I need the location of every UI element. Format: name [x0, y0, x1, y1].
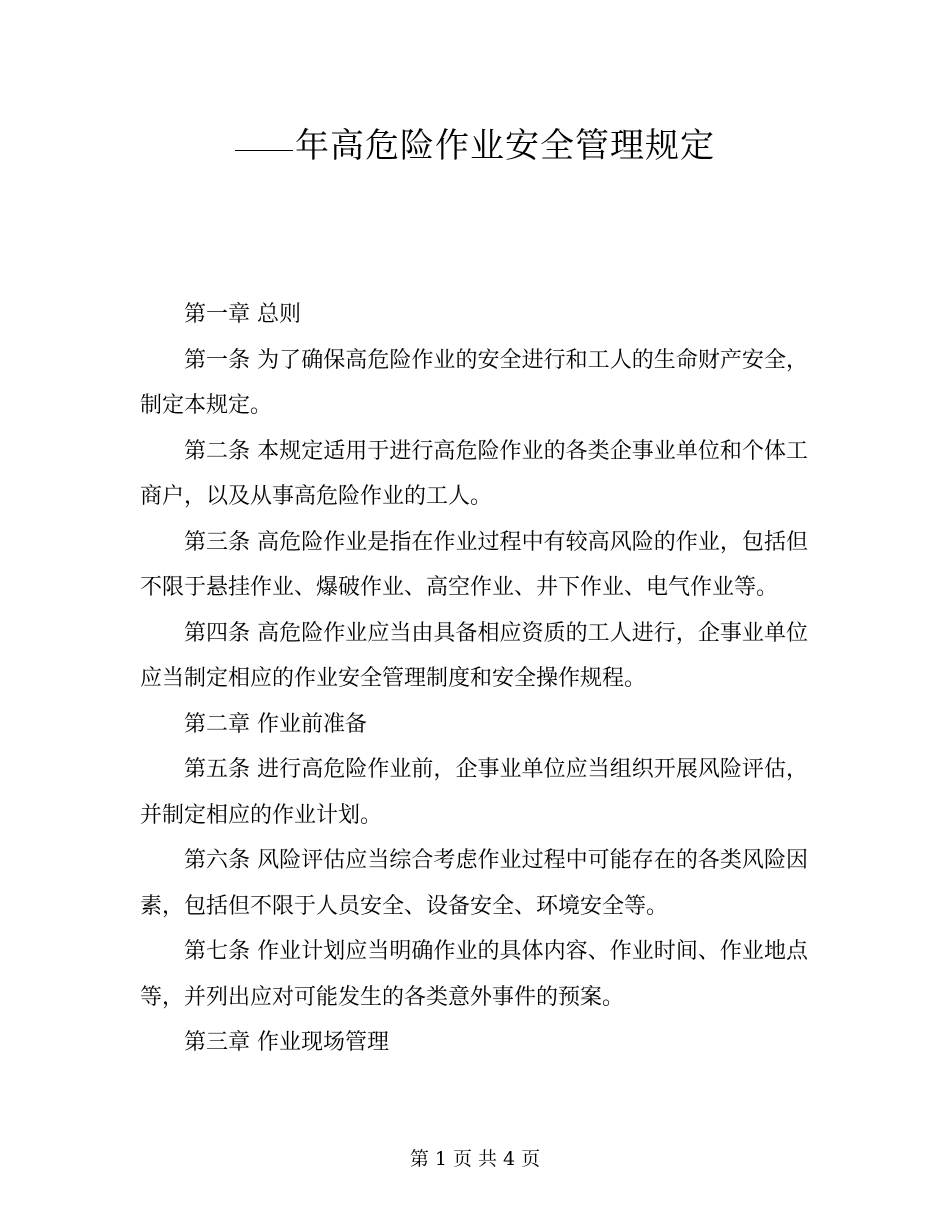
article-paragraph: 第五条 进行高危险作业前，企事业单位应当组织开展风险评估，并制定相应的作业计划。 — [140, 757, 808, 828]
page-number: 1 — [434, 1148, 447, 1170]
footer-middle: 页 共 — [452, 1148, 498, 1170]
article-paragraph: 第二条 本规定适用于进行高危险作业的各类企事业单位和个体工商户，以及从事高危险作业的工人。 — [140, 438, 808, 509]
footer-suffix: 页 — [521, 1148, 541, 1170]
chapter-heading: 第一章 总则 — [184, 302, 301, 327]
year-blank-line — [235, 150, 293, 151]
footer-prefix: 第 — [409, 1148, 429, 1170]
document-title — [0, 122, 950, 170]
page-footer — [0, 1146, 950, 1172]
article-paragraph: 第一条 为了确保高危险作业的安全进行和工人的生命财产安全，制定本规定。 — [140, 347, 808, 418]
article-paragraph: 第六条 风险评估应当综合考虑作业过程中可能存在的各类风险因素，包括但不限于人员安全、设备安全、环境安全等。 — [140, 848, 808, 919]
document-body — [140, 292, 808, 1066]
article-paragraph: 第七条 作业计划应当明确作业的具体内容、作业时间、作业地点等，并列出应对可能发生的各类意外事件的预案。 — [140, 939, 808, 1010]
page-total: 4 — [503, 1148, 516, 1170]
article-paragraph: 第四条 高危险作业应当由具备相应资质的工人进行，企事业单位应当制定相应的作业安全管理制度和安全操作规程。 — [140, 620, 808, 691]
article-paragraph: 第三条 高危险作业是指在作业过程中有较高风险的作业，包括但不限于悬挂作业、爆破作业、高空作业、井下作业、电气作业等。 — [140, 529, 808, 600]
chapter-heading: 第三章 作业现场管理 — [184, 1030, 389, 1055]
chapter-heading: 第二章 作业前准备 — [184, 711, 367, 737]
document-title-text: 年高危险作业安全管理规定 — [295, 126, 715, 166]
